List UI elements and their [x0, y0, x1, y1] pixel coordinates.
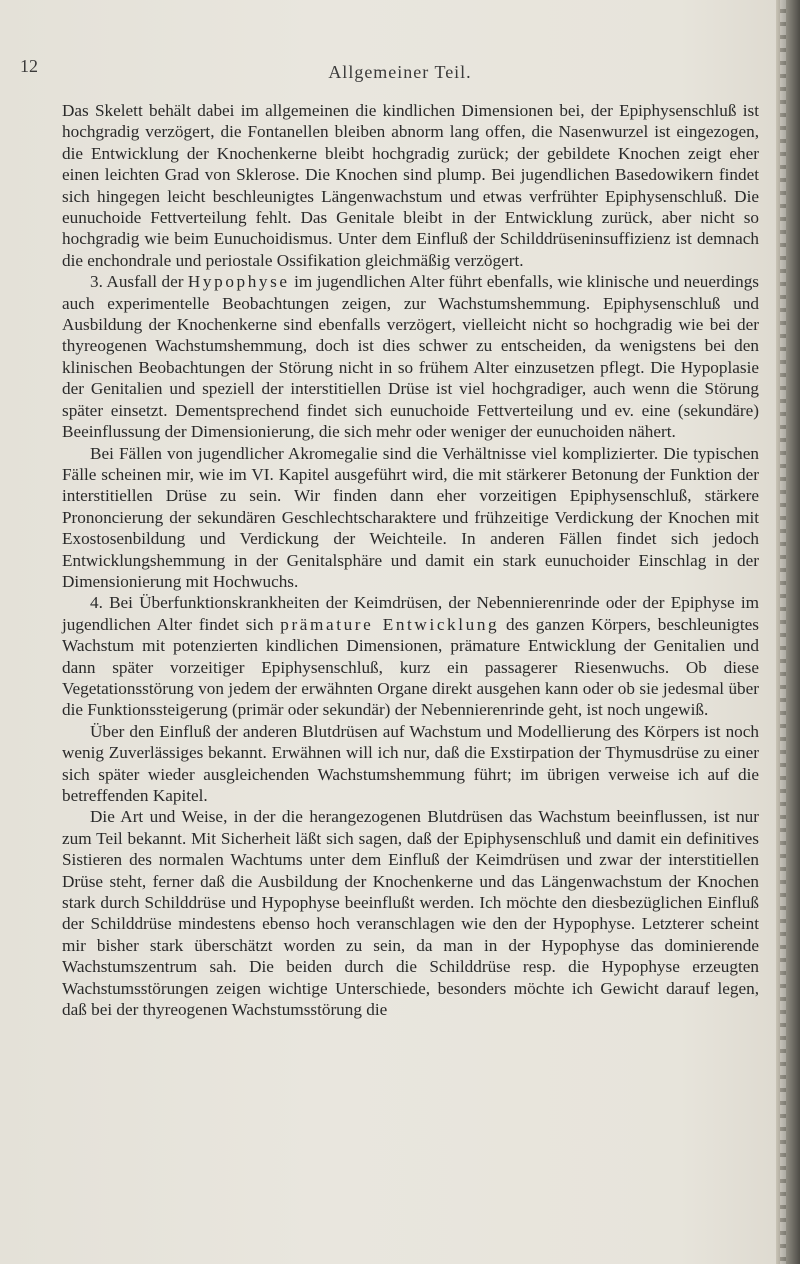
paragraph-6: Die Art und Weise, in der die herangezogenen Blutdrüsen das Wachstum beeinflussen, ist nur zum Teil bekannt. Mit Sicherheit läßt sich sagen, daß der Epiphysenschluß und damit ein definitives Sistieren des normalen Wachtums unter dem Einfluß der Keimdrüsen und zwar der interstitiellen Drüse steht, ferner daß die Ausbildung der Knochenkerne und das Längenwachstum der Knochen stark durch Schilddrüse und Hypophyse beeinflußt werden. Ich möchte den diesbezüglichen Einfluß der Schilddrüse mindestens ebenso hoch veranschlagen wie den der Hypophyse. Letzterer scheint mir bisher stark überschätzt worden zu sein, da man in der Hypophyse das dominierende Wachstumszentrum sah. Die beiden durch die Schilddrüse resp. die Hypophyse erzeugten Wachstumsstörungen zeigen wichtige Unterschiede, besonders möchte ich Gewicht darauf legen, daß bei der thyreogenen Wachstumsstörung die [62, 807, 759, 1020]
emphasis-hypophyse: Hypophyse [187, 272, 290, 292]
book-binding-edge [776, 0, 800, 1264]
emphasis-praemature-entwicklung: prämature Entwicklung [280, 614, 500, 634]
paragraph-5: Über den Einfluß der anderen Blutdrüsen auf Wachstum und Modellierung des Körpers ist noch wenig Zuverlässiges bekannt. Erwähnen will ich nur, daß die Exstirpation der Thymusdrüse zu einer sich später wieder ausgleichenden Wachstumshemmung führt; im übrigen verweise ich auf die betreffenden Kapitel. [62, 721, 759, 805]
paragraph-3: Bei Fällen von jugendlicher Akromegalie sind die Verhältnisse viel komplizierter. Die typischen Fälle scheinen mir, wie im VI. Kapitel ausgeführt wird, die mit stärkerer Betonung der Funktion der interstitiellen Drüse zu sein. Wir finden dann eher vorzeitigen Epiphysenschluß, stärkere Prononcierung der sekundären Geschlechtscharaktere und frühzeitige Verdickung der Knochen mit Exostosenbildung und Verdickung der Weichteile. In anderen Fällen findet sich jedoch Entwicklungshemmung in der Genitalsphäre und damit ein stark eunuchoider Einschlag in der Dimensionierung mit Hochwuchs. [62, 443, 759, 591]
paragraph-4-lead: 4. Bei Überfunktionskrankheiten der Keimdrüsen, der Nebennierenrinde oder der Epiphyse im jugendlichen Alter findet sich [62, 593, 759, 634]
paragraph-4 [62, 592, 759, 720]
paragraph-1: Das Skelett behält dabei im allgemeinen die kindlichen Dimensionen bei, der Epiphysenschluß ist hochgradig verzögert, die Fontanellen bleiben abnorm lang offen, die Nasenwurzel ist eingezogen, die Entwicklung der Knochenkerne bleibt hochgradig zurück; der gebildete Knochen zeigt eher einen leichten Grad von Sklerose. Die Knochen sind plump. Bei jugendlichen Basedowikern findet sich hingegen leicht beschleunigtes Längenwachstum und etwas verfrühter Epiphysenschluß. Die eunuchoide Fettverteilung fehlt. Das Genitale bleibt in der Entwicklung zurück, aber nicht so hochgradig wie beim Eunuchoidismus. Unter dem Einfluß der Schilddrüseninsuffizienz ist demnach die enchondrale und periostale Ossifikation gleichmäßig verzögert. [62, 101, 759, 270]
body-text [62, 100, 759, 1020]
paragraph-2-body: im jugendlichen Alter führt ebenfalls, wie klinische und neuerdings auch experimentelle Beobachtungen zeigen, zur Wachstumshemmung. Epiphysenschluß und Ausbildung der Knochenkerne sind ebenfalls verzögert, vielleicht nicht so hochgradig wie bei der thyreogenen Wachstumshemmung, doch ist dies schwer zu entscheiden, da wenigstens bei den klinischen Beobachtungen der Störung nicht in so frühem Alter einzusetzen pflegt. Die Hypoplasie der Genitalien und speziell der interstitiellen Drüse ist viel hochgradiger, auch wenn die Störung später einsetzt. Dementsprechend findet sich eunuchoide Fettverteilung und ev. eine (sekundäre) Beeinflussung der Dimensionierung, die sich mehr oder weniger der eunuchoiden nähert. [62, 272, 759, 442]
paragraph-2 [62, 271, 759, 442]
paragraph-2-lead: 3. Ausfall der [90, 272, 188, 292]
running-head: Allgemeiner Teil. [328, 62, 472, 82]
paragraph-4-body: des ganzen Körpers, beschleunigtes Wachstum mit potenzierten kindlichen Dimensionen, prämature Entwicklung der Genitalien und dann später vorzeitiger Epiphysenschluß, kurz ein passagerer Riesenwuchs. Ob diese Vegetationsstörung von jedem der erwähnten Organe direkt ausgehen kann oder ob sie jedesmal über die Funktionssteigerung (primär oder sekundär) der Nebennierenrinde geht, ist noch ungewiß. [62, 614, 759, 720]
page-number: 12 [20, 56, 38, 76]
